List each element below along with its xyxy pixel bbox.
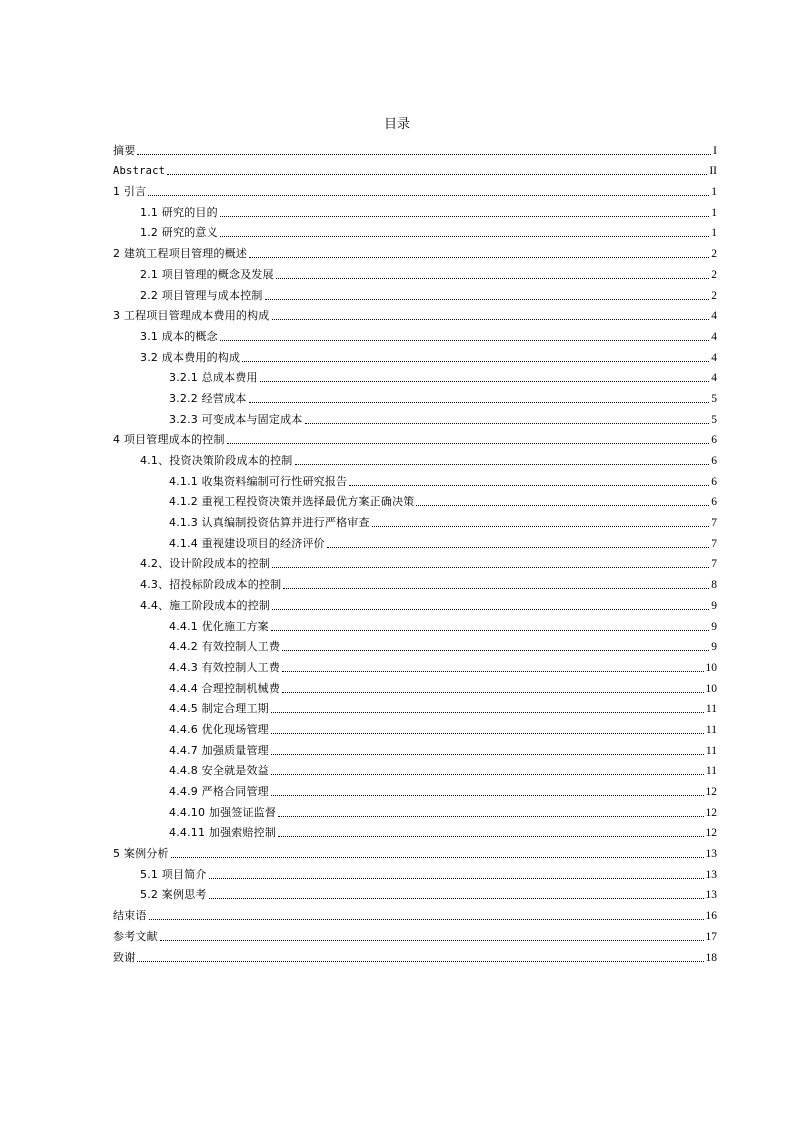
dot-leader [148, 194, 709, 196]
toc-entry[interactable] [113, 427, 717, 448]
toc-entry-page: 8 [711, 579, 717, 592]
dot-leader [282, 649, 709, 651]
toc-entry-label: 4.4.6 优化现场管理 [169, 722, 269, 736]
toc-entry-page: 7 [711, 537, 717, 550]
dot-leader [272, 318, 710, 320]
dot-leader [305, 422, 710, 424]
toc-entry[interactable] [113, 385, 717, 406]
dot-leader [271, 732, 704, 734]
toc-entry-label: 2.1 项目管理的概念及发展 [140, 267, 274, 281]
toc-entry-page: 4 [711, 351, 717, 364]
dot-leader [260, 380, 710, 382]
toc-entry-page: II [709, 165, 717, 178]
dot-leader [220, 339, 709, 341]
toc-entry[interactable] [113, 696, 717, 717]
toc-entry-label: 2.2 项目管理与成本控制 [140, 288, 263, 302]
toc-entry-label: 结束语 [113, 909, 147, 923]
toc-entry-label: 1.2 研究的意义 [140, 226, 218, 240]
toc-entry-page: 2 [711, 268, 717, 281]
toc-entry-label: 5 案例分析 [113, 847, 169, 861]
toc-entry-label: 5.1 项目简介 [140, 867, 207, 881]
toc-entry-label: 4.4.3 有效控制人工费 [169, 660, 281, 674]
dot-leader [278, 815, 703, 817]
dot-leader [160, 939, 704, 941]
toc-entry-label: 4.4.7 加强质量管理 [169, 743, 269, 757]
toc-entry-label: 4.1.2 重视工程投资决策并选择最优方案正确决策 [169, 495, 415, 509]
dot-leader [416, 504, 709, 506]
toc-entry-page: 17 [705, 930, 717, 943]
toc-entry-page: 11 [705, 765, 717, 778]
toc-entry[interactable] [113, 737, 717, 758]
dot-leader [271, 711, 704, 713]
toc-entry-page: 9 [711, 599, 717, 612]
toc-entry[interactable] [113, 530, 717, 551]
toc-entry-label: 3 工程项目管理成本费用的构成 [113, 309, 270, 323]
dot-leader [272, 608, 709, 610]
dot-leader [271, 629, 709, 631]
toc-entry-page: 7 [711, 558, 717, 571]
toc-entry-label: 3.2.2 经营成本 [169, 391, 247, 405]
dot-leader [242, 360, 709, 362]
toc-entry-label: 4.1.3 认真编制投资估算并进行严格审查 [169, 516, 370, 530]
toc-entry-page: 10 [705, 682, 717, 695]
toc-entry-page: 13 [705, 868, 717, 881]
toc-entry[interactable] [113, 178, 717, 199]
toc-entry-page: 6 [711, 475, 717, 488]
toc-entry-label: Abstract [113, 165, 166, 178]
toc-entry[interactable] [113, 592, 717, 613]
toc-list [113, 137, 717, 965]
toc-entry-page: 9 [711, 641, 717, 654]
toc-entry-label: 4.4.9 严格合同管理 [169, 785, 269, 798]
toc-entry-label: 4.1.1 收集资料编制可行性研究报告 [169, 474, 348, 488]
dot-leader [171, 856, 704, 858]
dot-leader [271, 753, 704, 755]
toc-entry-label: 4.4.4 合理控制机械费 [169, 681, 281, 695]
toc-entry-label: 4.4.1 优化施工方案 [169, 619, 269, 633]
dot-leader [276, 277, 709, 279]
dot-leader [282, 691, 703, 693]
toc-entry-page: 4 [711, 372, 717, 385]
toc-entry-label: 4.1、投资决策阶段成本的控制 [140, 454, 293, 467]
toc-entry[interactable] [113, 303, 717, 324]
toc-entry-page: 2 [711, 289, 717, 302]
toc-entry-label: 致谢 [113, 950, 136, 964]
toc-entry-label: 4.4.11 加强索赔控制 [169, 826, 277, 840]
toc-entry-label: 3.2.1 总成本费用 [169, 371, 258, 385]
toc-entry[interactable] [113, 634, 717, 655]
toc-entry[interactable] [113, 447, 717, 468]
toc-entry-page: 4 [711, 330, 717, 343]
toc-entry[interactable] [113, 902, 717, 923]
toc-entry-page: 11 [705, 703, 717, 716]
dot-leader [167, 173, 707, 175]
toc-entry-page: 11 [705, 744, 717, 757]
toc-entry-page: 12 [705, 827, 717, 840]
toc-entry-page: 13 [705, 848, 717, 861]
toc-entry-page: 6 [711, 455, 717, 467]
dot-leader [137, 960, 703, 962]
toc-entry-page: 6 [711, 496, 717, 509]
toc-entry-label: 2 建筑工程项目管理的概述 [113, 247, 248, 261]
toc-entry-label: 参考文献 [113, 929, 158, 943]
toc-entry[interactable] [113, 778, 717, 799]
toc-entry-label: 3.2 成本费用的构成 [140, 350, 241, 364]
toc-entry[interactable] [113, 199, 717, 220]
toc-entry[interactable] [113, 240, 717, 261]
toc-entry[interactable] [113, 820, 717, 841]
toc-entry-page: 1 [711, 186, 717, 199]
toc-entry-page: I [713, 144, 717, 157]
toc-entry-label: 4.4.2 有效控制人工费 [169, 640, 281, 654]
toc-entry-page: 4 [711, 310, 717, 323]
toc-entry-page: 5 [711, 413, 717, 426]
toc-entry[interactable] [113, 468, 717, 489]
toc-entry-page: 16 [705, 910, 717, 923]
toc-entry[interactable] [113, 365, 717, 386]
toc-entry[interactable] [113, 675, 717, 696]
dot-leader [209, 877, 704, 879]
dot-leader [372, 525, 710, 527]
dot-leader [249, 256, 709, 258]
toc-entry[interactable] [113, 654, 717, 675]
toc-entry-page: 10 [705, 661, 717, 674]
toc-entry[interactable] [113, 489, 717, 510]
toc-entry-page: 13 [705, 889, 717, 902]
toc-entry[interactable] [113, 716, 717, 737]
toc-entry[interactable] [113, 923, 717, 944]
dot-leader [149, 918, 704, 920]
toc-entry[interactable] [113, 282, 717, 303]
toc-entry-page: 2 [711, 248, 717, 261]
toc-title: 目录 [383, 117, 410, 132]
toc-entry[interactable] [113, 882, 717, 903]
toc-entry-label: 4.4.5 制定合理工期 [169, 702, 269, 716]
toc-entry-page: 11 [705, 723, 717, 736]
toc-entry-page: 5 [711, 392, 717, 405]
dot-leader [209, 897, 704, 899]
toc-entry[interactable] [113, 944, 717, 965]
toc-entry-label: 4.2、设计阶段成本的控制 [140, 557, 271, 571]
toc-entry-label: 4.4.10 加强签证监督 [169, 805, 277, 819]
toc-entry-label: 3.1 成本的概念 [140, 329, 218, 343]
dot-leader [271, 794, 704, 796]
toc-entry[interactable] [113, 613, 717, 634]
dot-leader [282, 670, 703, 672]
dot-leader [278, 835, 703, 837]
dot-leader [249, 401, 710, 403]
toc-entry[interactable] [113, 840, 717, 861]
dot-leader [265, 298, 710, 300]
toc-entry-label: 3.2.3 可变成本与固定成本 [169, 412, 303, 426]
dot-leader [349, 484, 709, 486]
toc-entry-page: 12 [705, 806, 717, 819]
toc-entry[interactable] [113, 158, 717, 179]
toc-entry[interactable] [113, 571, 717, 592]
dot-leader [272, 566, 709, 568]
toc-entry[interactable] [113, 137, 717, 158]
toc-entry[interactable] [113, 261, 717, 282]
toc-entry-label: 4 项目管理成本的控制 [113, 433, 225, 447]
toc-entry-page: 12 [705, 786, 717, 798]
toc-entry-page: 7 [711, 517, 717, 530]
toc-entry[interactable] [113, 323, 717, 344]
dot-leader [137, 153, 711, 155]
dot-leader [283, 587, 709, 589]
toc-entry-label: 摘要 [113, 143, 136, 157]
dot-leader [271, 773, 704, 775]
toc-entry[interactable] [113, 758, 717, 779]
toc-entry-label: 5.2 案例思考 [140, 888, 207, 902]
toc-entry-label: 4.3、招投标阶段成本的控制 [140, 578, 282, 592]
toc-entry[interactable] [113, 406, 717, 427]
dot-leader [220, 215, 709, 217]
dot-leader [295, 463, 710, 465]
toc-entry[interactable] [113, 861, 717, 882]
toc-entry-label: 4.1.4 重视建设项目的经济评价 [169, 536, 325, 550]
dot-leader [227, 442, 710, 444]
toc-entry[interactable] [113, 220, 717, 241]
toc-entry[interactable] [113, 799, 717, 820]
toc-entry-label: 1 引言 [113, 185, 147, 199]
dot-leader [327, 546, 709, 548]
toc-entry-label: 1.1 研究的目的 [140, 205, 218, 219]
toc-entry-label: 4.4、施工阶段成本的控制 [140, 598, 271, 612]
toc-entry-page: 1 [711, 227, 717, 240]
toc-entry-page: 9 [711, 620, 717, 633]
toc-entry-page: 1 [711, 206, 717, 219]
toc-entry-page: 6 [711, 434, 717, 447]
toc-entry[interactable] [113, 344, 717, 365]
toc-entry-label: 4.4.8 安全就是效益 [169, 764, 269, 778]
toc-entry-page: 18 [705, 951, 717, 964]
dot-leader [220, 235, 709, 237]
toc-entry[interactable] [113, 509, 717, 530]
toc-entry[interactable] [113, 551, 717, 572]
